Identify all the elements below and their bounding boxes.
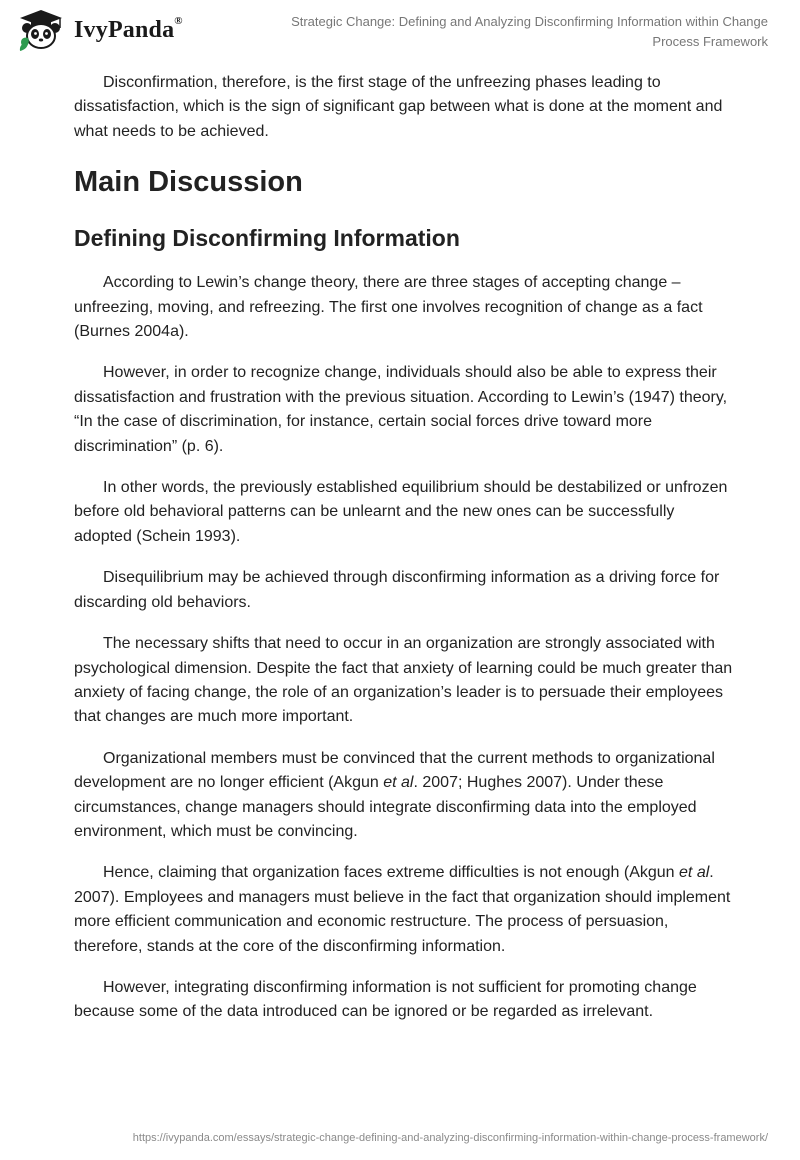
paragraph-lewin-stages: According to Lewin’s change theory, there are three stages of accepting change – unfreezing, moving, and refreezing. The first one involves recognition of change as a fact (Burnes 2004a).: [74, 274, 703, 341]
section-heading-main-discussion: Main Discussion: [74, 166, 303, 199]
article-body: [74, 71, 734, 1042]
source-url[interactable]: https://ivypanda.com/essays/strategic-change-defining-and-analyzing-disconfirming-information-within-change-process-framework/: [132, 1132, 768, 1144]
document-title: Strategic Change: Defining and Analyzing Disconfirming Information within Change Process Framework: [291, 14, 768, 49]
paragraph-necessary-shifts: The necessary shifts that need to occur in an organization are strongly associated with psychological dimension. Despite the fact that anxiety of learning could be much greater than anxiety of facing change, the role of an organization’s leader is to persuade their employees that changes are much more important.: [74, 635, 733, 726]
intro-paragraph: Disconfirmation, therefore, is the first stage of the unfreezing phases leading to dissatisfaction, which is the sign of significant gap between what is done at the moment and what needs to be achieved.: [74, 74, 723, 140]
paragraph-integrating-not-sufficient: However, integrating disconfirming information is not sufficient for promoting change because some of the data introduced can be ignored or be regarded as irrelevant.: [74, 978, 697, 1021]
logo-wordmark: IvyPanda®: [74, 14, 183, 43]
panda-graduate-icon: [16, 8, 66, 52]
paragraph-equilibrium: In other words, the previously established equilibrium should be destabilized or unfrozen before old behavioral patterns can be unlearnt and the new ones can be successfully adopted (Schein 1993).: [74, 479, 728, 545]
paragraph-recognize-change: However, in order to recognize change, individuals should also be able to express their dissatisfaction and frustration with the previous situation. According to Lewin’s (1947) theory, “In the case of discrimination, for instance, certain social forces drive toward more discrimination” (p. 6).: [74, 364, 728, 455]
page-header: [0, 0, 800, 60]
ivypanda-logo[interactable]: [16, 8, 183, 52]
paragraph-hence-claiming: Hence, claiming that organization faces extreme difficulties is not enough (Akgun et al. 2007). Employees and managers must believe in the fact that organization should implement more efficient communication and economic restructure. The process of persuasion, therefore, stands at the core of the disconfirming information.: [74, 864, 731, 955]
subsection-heading-defining-disconfirming-information: Defining Disconfirming Information: [74, 225, 460, 252]
paragraph-organizational-members: Organizational members must be convinced that the current methods to organizational development are no longer efficient (Akgun et al. 2007; Hughes 2007). Under these circumstances, change managers should integrate disconfirming data into the employed environment, which must be convincing.: [74, 749, 715, 840]
paragraph-disequilibrium: Disequilibrium may be achieved through disconfirming information as a driving force for discarding old behaviors.: [74, 569, 720, 611]
